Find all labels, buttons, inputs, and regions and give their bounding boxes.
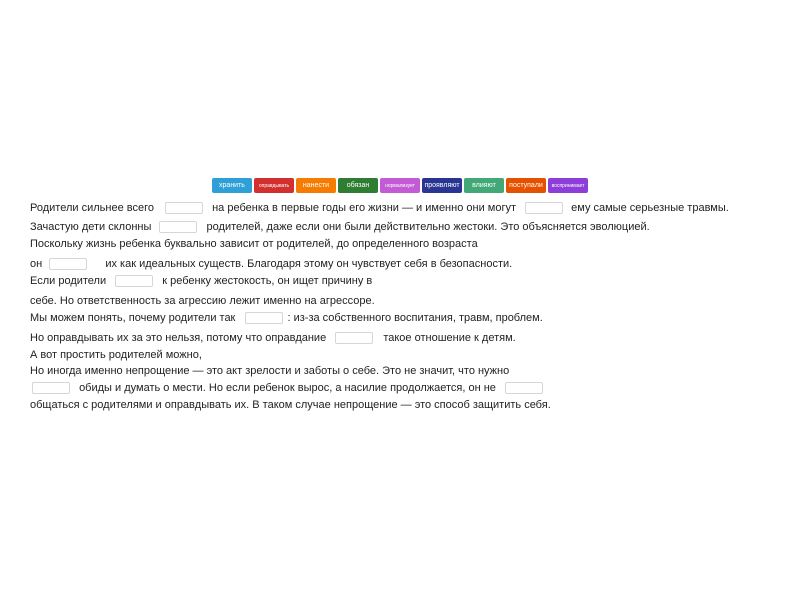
- text-line-9: [30, 348, 202, 362]
- answer-blank-9[interactable]: [505, 382, 543, 394]
- answer-blank-8[interactable]: [32, 382, 70, 394]
- line-text: Мы можем понять, почему родители так: [30, 312, 236, 324]
- answer-blank-5[interactable]: [115, 275, 153, 287]
- answer-blank-3[interactable]: [159, 221, 197, 233]
- word-chip-proyavlyayut[interactable]: проявляют: [422, 178, 462, 193]
- exercise-text: [30, 0, 790, 600]
- line-text: себе. Но ответственность за агрессию лежит именно на агрессоре.: [30, 295, 375, 307]
- line-text: на ребенка в первые годы его жизни — и именно они могут: [212, 202, 517, 214]
- line-text: общаться с родителями и оправдывать их. В таком случае непрощение — это способ защитить себя.: [30, 399, 551, 411]
- answer-blank-7[interactable]: [335, 332, 373, 344]
- answer-blank-4[interactable]: [49, 258, 87, 270]
- line-text: такое отношение к детям.: [383, 332, 516, 344]
- answer-blank-1[interactable]: [165, 202, 203, 214]
- line-text: обиды и думать о мести. Но если ребенок вырос, а насилие продолжается, он не: [79, 382, 496, 394]
- line-text: Но иногда именно непрощение — это акт зрелости и заботы о себе. Это не значит, что нужно: [30, 365, 510, 377]
- line-text: Но оправдывать их за это нельзя, потому что оправдание: [30, 332, 327, 344]
- line-text: родителей, даже если они были действительно жестоки. Это объясняется эволюцией.: [206, 221, 650, 233]
- line-text: Зачастую дети склонны: [30, 221, 152, 233]
- line-text: А вот простить родителей можно,: [30, 349, 202, 361]
- word-chip-hranit[interactable]: хранить: [212, 178, 252, 193]
- word-chip-postupali[interactable]: поступали: [506, 178, 546, 193]
- text-line-7: [30, 311, 543, 325]
- word-chip-nanesti[interactable]: нанести: [296, 178, 336, 193]
- line-text: Поскольку жизнь ребенка буквально зависит от родителей, до определенного возраста: [30, 238, 478, 250]
- line-text: ему самые серьезные травмы.: [571, 202, 729, 214]
- line-text: Родители сильнее всего: [30, 202, 154, 214]
- line-text: их как идеальных существ. Благодаря этому он чувствует себя в безопасности.: [105, 258, 513, 270]
- text-line-4: [30, 257, 512, 271]
- answer-blank-6[interactable]: [245, 312, 283, 324]
- word-chip-obyazan[interactable]: обязан: [338, 178, 378, 193]
- line-text: он: [30, 258, 43, 270]
- line-text: Если родители: [30, 275, 107, 287]
- line-text: : из-за собственного воспитания, травм, проблем.: [287, 312, 543, 324]
- word-chip-vliyayut[interactable]: влияют: [464, 178, 504, 193]
- text-line-5: [30, 274, 372, 288]
- text-line-11: [30, 381, 543, 395]
- text-line-12: [30, 398, 551, 412]
- word-chip-opravdyvat[interactable]: оправдывать: [254, 178, 294, 193]
- line-text: к ребенку жестокость, он ищет причину в: [162, 275, 373, 287]
- text-line-1: [30, 201, 729, 215]
- text-line-6: [30, 294, 375, 308]
- word-chip-normalizuet[interactable]: нормализует: [380, 178, 420, 193]
- text-line-3: [30, 237, 478, 251]
- answer-blank-2[interactable]: [525, 202, 563, 214]
- word-chip-vosprinimaet[interactable]: воспринимает: [548, 178, 588, 193]
- text-line-10: [30, 364, 509, 378]
- text-line-8: [30, 331, 516, 345]
- text-line-2: [30, 220, 650, 234]
